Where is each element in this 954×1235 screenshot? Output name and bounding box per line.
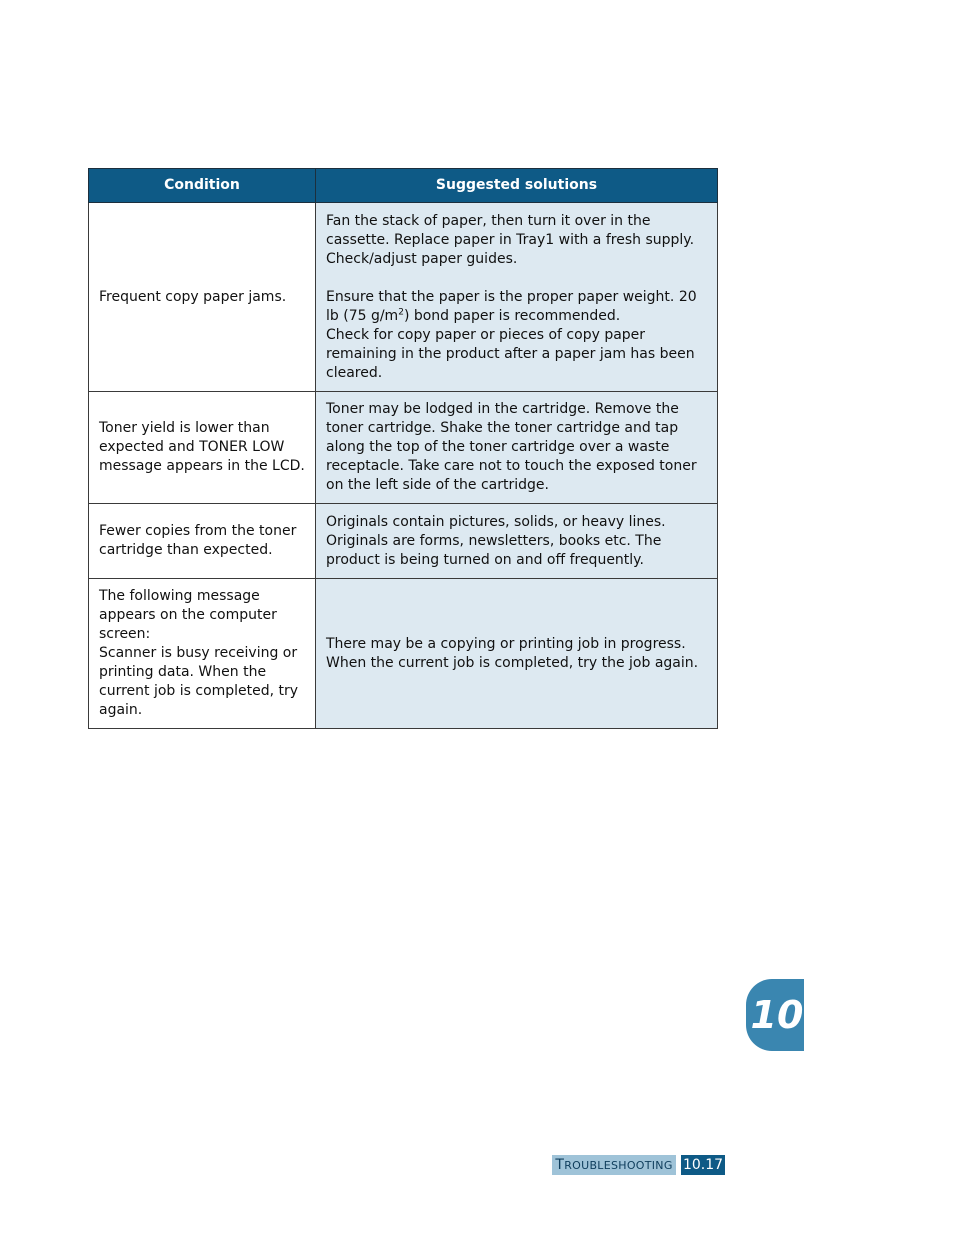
condition-cell xyxy=(89,392,316,504)
solution-text: Toner may be lodged in the cartridge. Remove the toner cartridge. Shake the toner cartridge and tap along the top of the toner cartridge over a waste receptacle. Take care not to touch the exposed toner on the left side of the cartridge. xyxy=(326,401,697,493)
solution-cell xyxy=(316,392,718,504)
solution-paragraph: Fan the stack of paper, then turn it over in the cassette. Replace paper in Tray1 with a fresh supply. Check/adjust paper guides. xyxy=(326,212,695,267)
solution-cell xyxy=(316,504,718,579)
condition-message: Scanner is busy receiving or printing data. When the current job is completed, try again. xyxy=(99,645,299,718)
solution-cell xyxy=(316,579,718,729)
solution-text: ) bond paper is recommended. xyxy=(403,307,621,324)
solution-text: Originals contain pictures, solids, or heavy lines. Originals are forms, newsletters, books etc. The product is being turned on and off frequently. xyxy=(326,513,666,568)
condition-text: Fewer copies from the toner cartridge than expected. xyxy=(99,523,297,558)
condition-cell xyxy=(89,504,316,579)
condition-text: Frequent copy paper jams. xyxy=(99,288,287,305)
condition-cell xyxy=(89,203,316,392)
solution-text: Ensure that the paper is the proper paper weight. 20 lb (75 g/m xyxy=(326,288,697,324)
table-header-row xyxy=(89,169,718,203)
condition-text: The following message appears on the computer screen: xyxy=(99,588,277,642)
condition-cell xyxy=(89,579,316,729)
troubleshooting-table xyxy=(88,168,718,729)
solutions-header: Suggested solutions xyxy=(316,169,718,203)
table-row xyxy=(89,203,718,392)
condition-text: Toner yield is lower than expected and TONER LOW message appears in the LCD. xyxy=(99,420,305,474)
solution-paragraph xyxy=(326,288,707,326)
footer-section-rest: ROUBLESHOOTING xyxy=(564,1159,673,1172)
footer-page-number: 10.17 xyxy=(682,1157,724,1173)
solution-cell xyxy=(316,203,718,392)
table-row xyxy=(89,392,718,504)
condition-header: Condition xyxy=(89,169,316,203)
footer-section-initial: T xyxy=(555,1157,565,1173)
solution-text: There may be a copying or printing job in progress. When the current job is completed, try the job again. xyxy=(326,635,699,671)
footer-section-title xyxy=(552,1155,676,1175)
table-row xyxy=(89,504,718,579)
superscript: 2 xyxy=(398,306,404,317)
table-row xyxy=(89,579,718,729)
chapter-tab xyxy=(746,979,804,1051)
solution-paragraph: Check for copy paper or pieces of copy paper remaining in the product after a paper jam has been cleared. xyxy=(326,326,695,381)
chapter-number: 10 xyxy=(750,993,804,1037)
